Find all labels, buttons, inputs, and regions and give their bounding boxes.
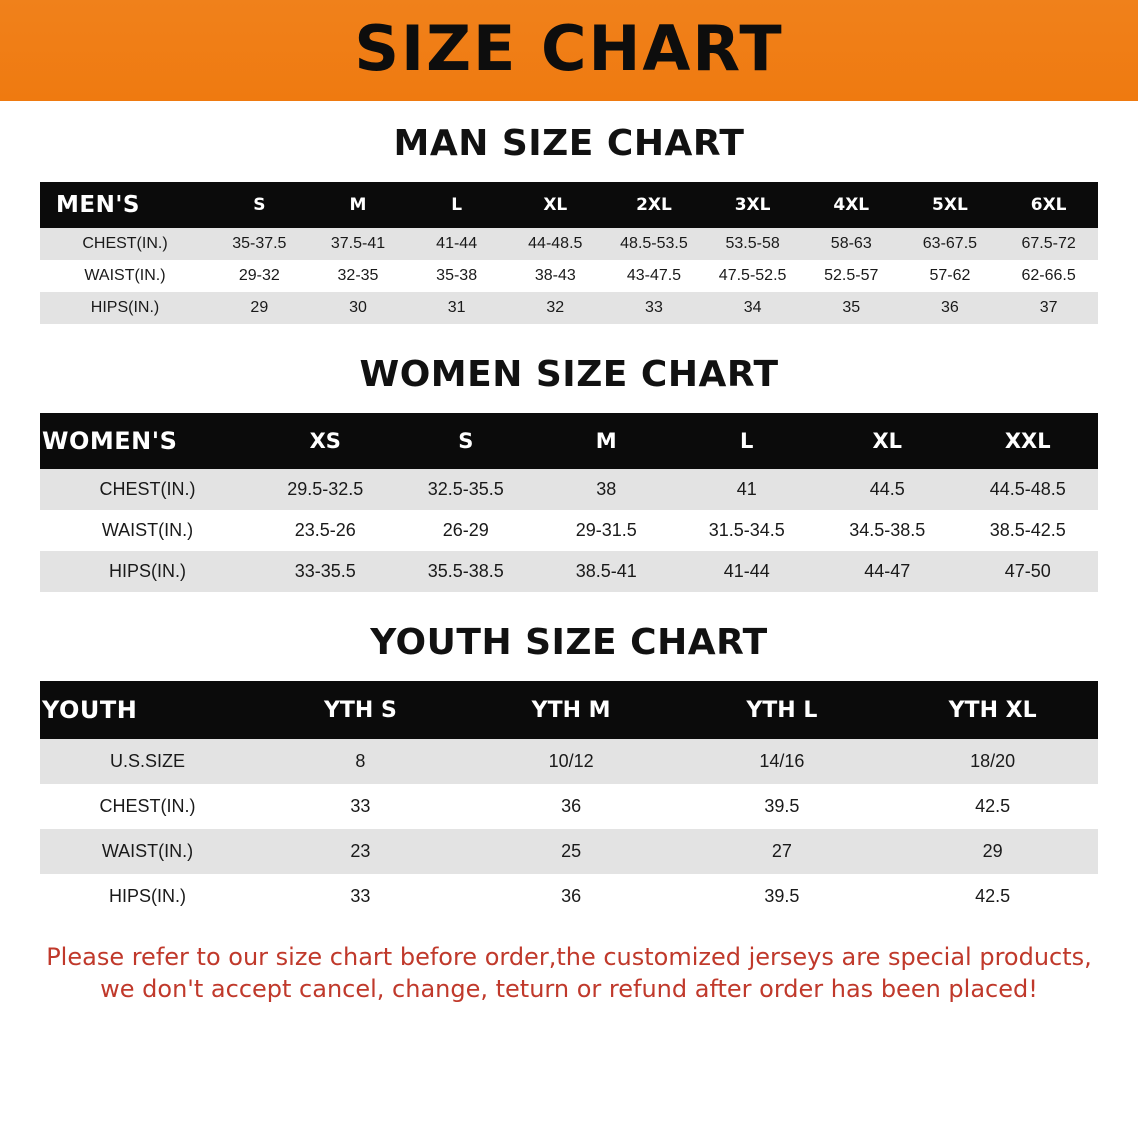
row-label: CHEST(IN.) — [40, 228, 210, 260]
table-cell: 33 — [255, 874, 466, 919]
women-section-title: WOMEN SIZE CHART — [359, 354, 779, 395]
table-row — [40, 739, 1098, 784]
table-cell: 36 — [901, 292, 1000, 324]
row-label: CHEST(IN.) — [40, 469, 255, 510]
table-cell: 67.5-72 — [999, 228, 1098, 260]
row-label: WAIST(IN.) — [40, 829, 255, 874]
table-cell: 44.5-48.5 — [958, 469, 1099, 510]
table-cell: 34.5-38.5 — [817, 510, 958, 551]
column-header: YTH XL — [887, 681, 1098, 739]
table-row — [40, 469, 1098, 510]
table-cell: 29-32 — [210, 260, 309, 292]
table-cell: 36 — [466, 874, 677, 919]
column-header: XL — [506, 182, 605, 228]
table-cell: 52.5-57 — [802, 260, 901, 292]
row-label: WAIST(IN.) — [40, 260, 210, 292]
table-cell: 57-62 — [901, 260, 1000, 292]
row-label: HIPS(IN.) — [40, 551, 255, 592]
column-header: L — [407, 182, 506, 228]
table-cell: 38.5-41 — [536, 551, 677, 592]
table-cell: 23 — [255, 829, 466, 874]
table-cell: 39.5 — [677, 874, 888, 919]
column-header: WOMEN'S — [40, 413, 255, 469]
table-header-row — [40, 681, 1098, 739]
row-label: U.S.SIZE — [40, 739, 255, 784]
column-header: 6XL — [999, 182, 1098, 228]
table-cell: 23.5-26 — [255, 510, 396, 551]
table-cell: 30 — [309, 292, 408, 324]
row-label: HIPS(IN.) — [40, 292, 210, 324]
table-header-row — [40, 413, 1098, 469]
column-header: M — [536, 413, 677, 469]
column-header: 3XL — [703, 182, 802, 228]
table-cell: 35 — [802, 292, 901, 324]
table-cell: 48.5-53.5 — [605, 228, 704, 260]
table-cell: 33 — [605, 292, 704, 324]
man-size-table — [40, 182, 1098, 324]
table-cell: 10/12 — [466, 739, 677, 784]
table-cell: 44.5 — [817, 469, 958, 510]
row-label: HIPS(IN.) — [40, 874, 255, 919]
column-header: XXL — [958, 413, 1099, 469]
column-header: M — [309, 182, 408, 228]
man-section-title: MAN SIZE CHART — [393, 123, 745, 164]
table-cell: 29 — [887, 829, 1098, 874]
youth-section-title: YOUTH SIZE CHART — [370, 622, 768, 663]
table-cell: 26-29 — [396, 510, 537, 551]
table-cell: 53.5-58 — [703, 228, 802, 260]
table-row — [40, 292, 1098, 324]
table-row — [40, 510, 1098, 551]
table-row — [40, 551, 1098, 592]
women-table-wrap — [40, 413, 1098, 592]
table-cell: 43-47.5 — [605, 260, 704, 292]
column-header: L — [677, 413, 818, 469]
table-cell: 31.5-34.5 — [677, 510, 818, 551]
disclaimer-line-2: we don't accept cancel, change, teturn or refund after order has been placed! — [100, 975, 1038, 1004]
table-row — [40, 260, 1098, 292]
youth-table-wrap — [40, 681, 1098, 919]
table-header-row — [40, 182, 1098, 228]
table-cell: 47-50 — [958, 551, 1099, 592]
table-cell: 29-31.5 — [536, 510, 677, 551]
women-size-table — [40, 413, 1098, 592]
table-cell: 44-47 — [817, 551, 958, 592]
table-row — [40, 228, 1098, 260]
column-header: S — [396, 413, 537, 469]
table-row — [40, 784, 1098, 829]
man-table-wrap — [40, 182, 1098, 324]
table-cell: 42.5 — [887, 784, 1098, 829]
table-cell: 62-66.5 — [999, 260, 1098, 292]
table-cell: 18/20 — [887, 739, 1098, 784]
table-cell: 33-35.5 — [255, 551, 396, 592]
column-header: YTH L — [677, 681, 888, 739]
table-cell: 35.5-38.5 — [396, 551, 537, 592]
table-cell: 32.5-35.5 — [396, 469, 537, 510]
table-cell: 42.5 — [887, 874, 1098, 919]
youth-size-table — [40, 681, 1098, 919]
table-cell: 32 — [506, 292, 605, 324]
column-header: XL — [817, 413, 958, 469]
table-cell: 41-44 — [407, 228, 506, 260]
table-cell: 44-48.5 — [506, 228, 605, 260]
column-header: S — [210, 182, 309, 228]
table-row — [40, 874, 1098, 919]
table-cell: 37.5-41 — [309, 228, 408, 260]
table-cell: 41-44 — [677, 551, 818, 592]
table-cell: 38.5-42.5 — [958, 510, 1099, 551]
table-cell: 25 — [466, 829, 677, 874]
table-cell: 34 — [703, 292, 802, 324]
table-cell: 41 — [677, 469, 818, 510]
table-cell: 29.5-32.5 — [255, 469, 396, 510]
column-header: YOUTH — [40, 681, 255, 739]
table-cell: 27 — [677, 829, 888, 874]
table-cell: 35-37.5 — [210, 228, 309, 260]
column-header: 5XL — [901, 182, 1000, 228]
table-cell: 63-67.5 — [901, 228, 1000, 260]
table-row — [40, 829, 1098, 874]
row-label: CHEST(IN.) — [40, 784, 255, 829]
table-cell: 33 — [255, 784, 466, 829]
table-cell: 38-43 — [506, 260, 605, 292]
table-cell: 14/16 — [677, 739, 888, 784]
column-header: 2XL — [605, 182, 704, 228]
table-cell: 36 — [466, 784, 677, 829]
page-title: SIZE CHART — [354, 11, 784, 85]
table-cell: 37 — [999, 292, 1098, 324]
table-cell: 38 — [536, 469, 677, 510]
column-header: XS — [255, 413, 396, 469]
table-cell: 35-38 — [407, 260, 506, 292]
table-cell: 29 — [210, 292, 309, 324]
table-cell: 31 — [407, 292, 506, 324]
disclaimer-note — [40, 941, 1098, 1006]
column-header: 4XL — [802, 182, 901, 228]
table-cell: 58-63 — [802, 228, 901, 260]
disclaimer-line-1: Please refer to our size chart before order,the customized jerseys are special products, — [46, 943, 1092, 971]
column-header: YTH S — [255, 681, 466, 739]
banner — [0, 0, 1138, 101]
row-label: WAIST(IN.) — [40, 510, 255, 551]
table-cell: 47.5-52.5 — [703, 260, 802, 292]
table-cell: 8 — [255, 739, 466, 784]
table-cell: 39.5 — [677, 784, 888, 829]
column-header: YTH M — [466, 681, 677, 739]
column-header: MEN'S — [40, 182, 210, 228]
table-cell: 32-35 — [309, 260, 408, 292]
